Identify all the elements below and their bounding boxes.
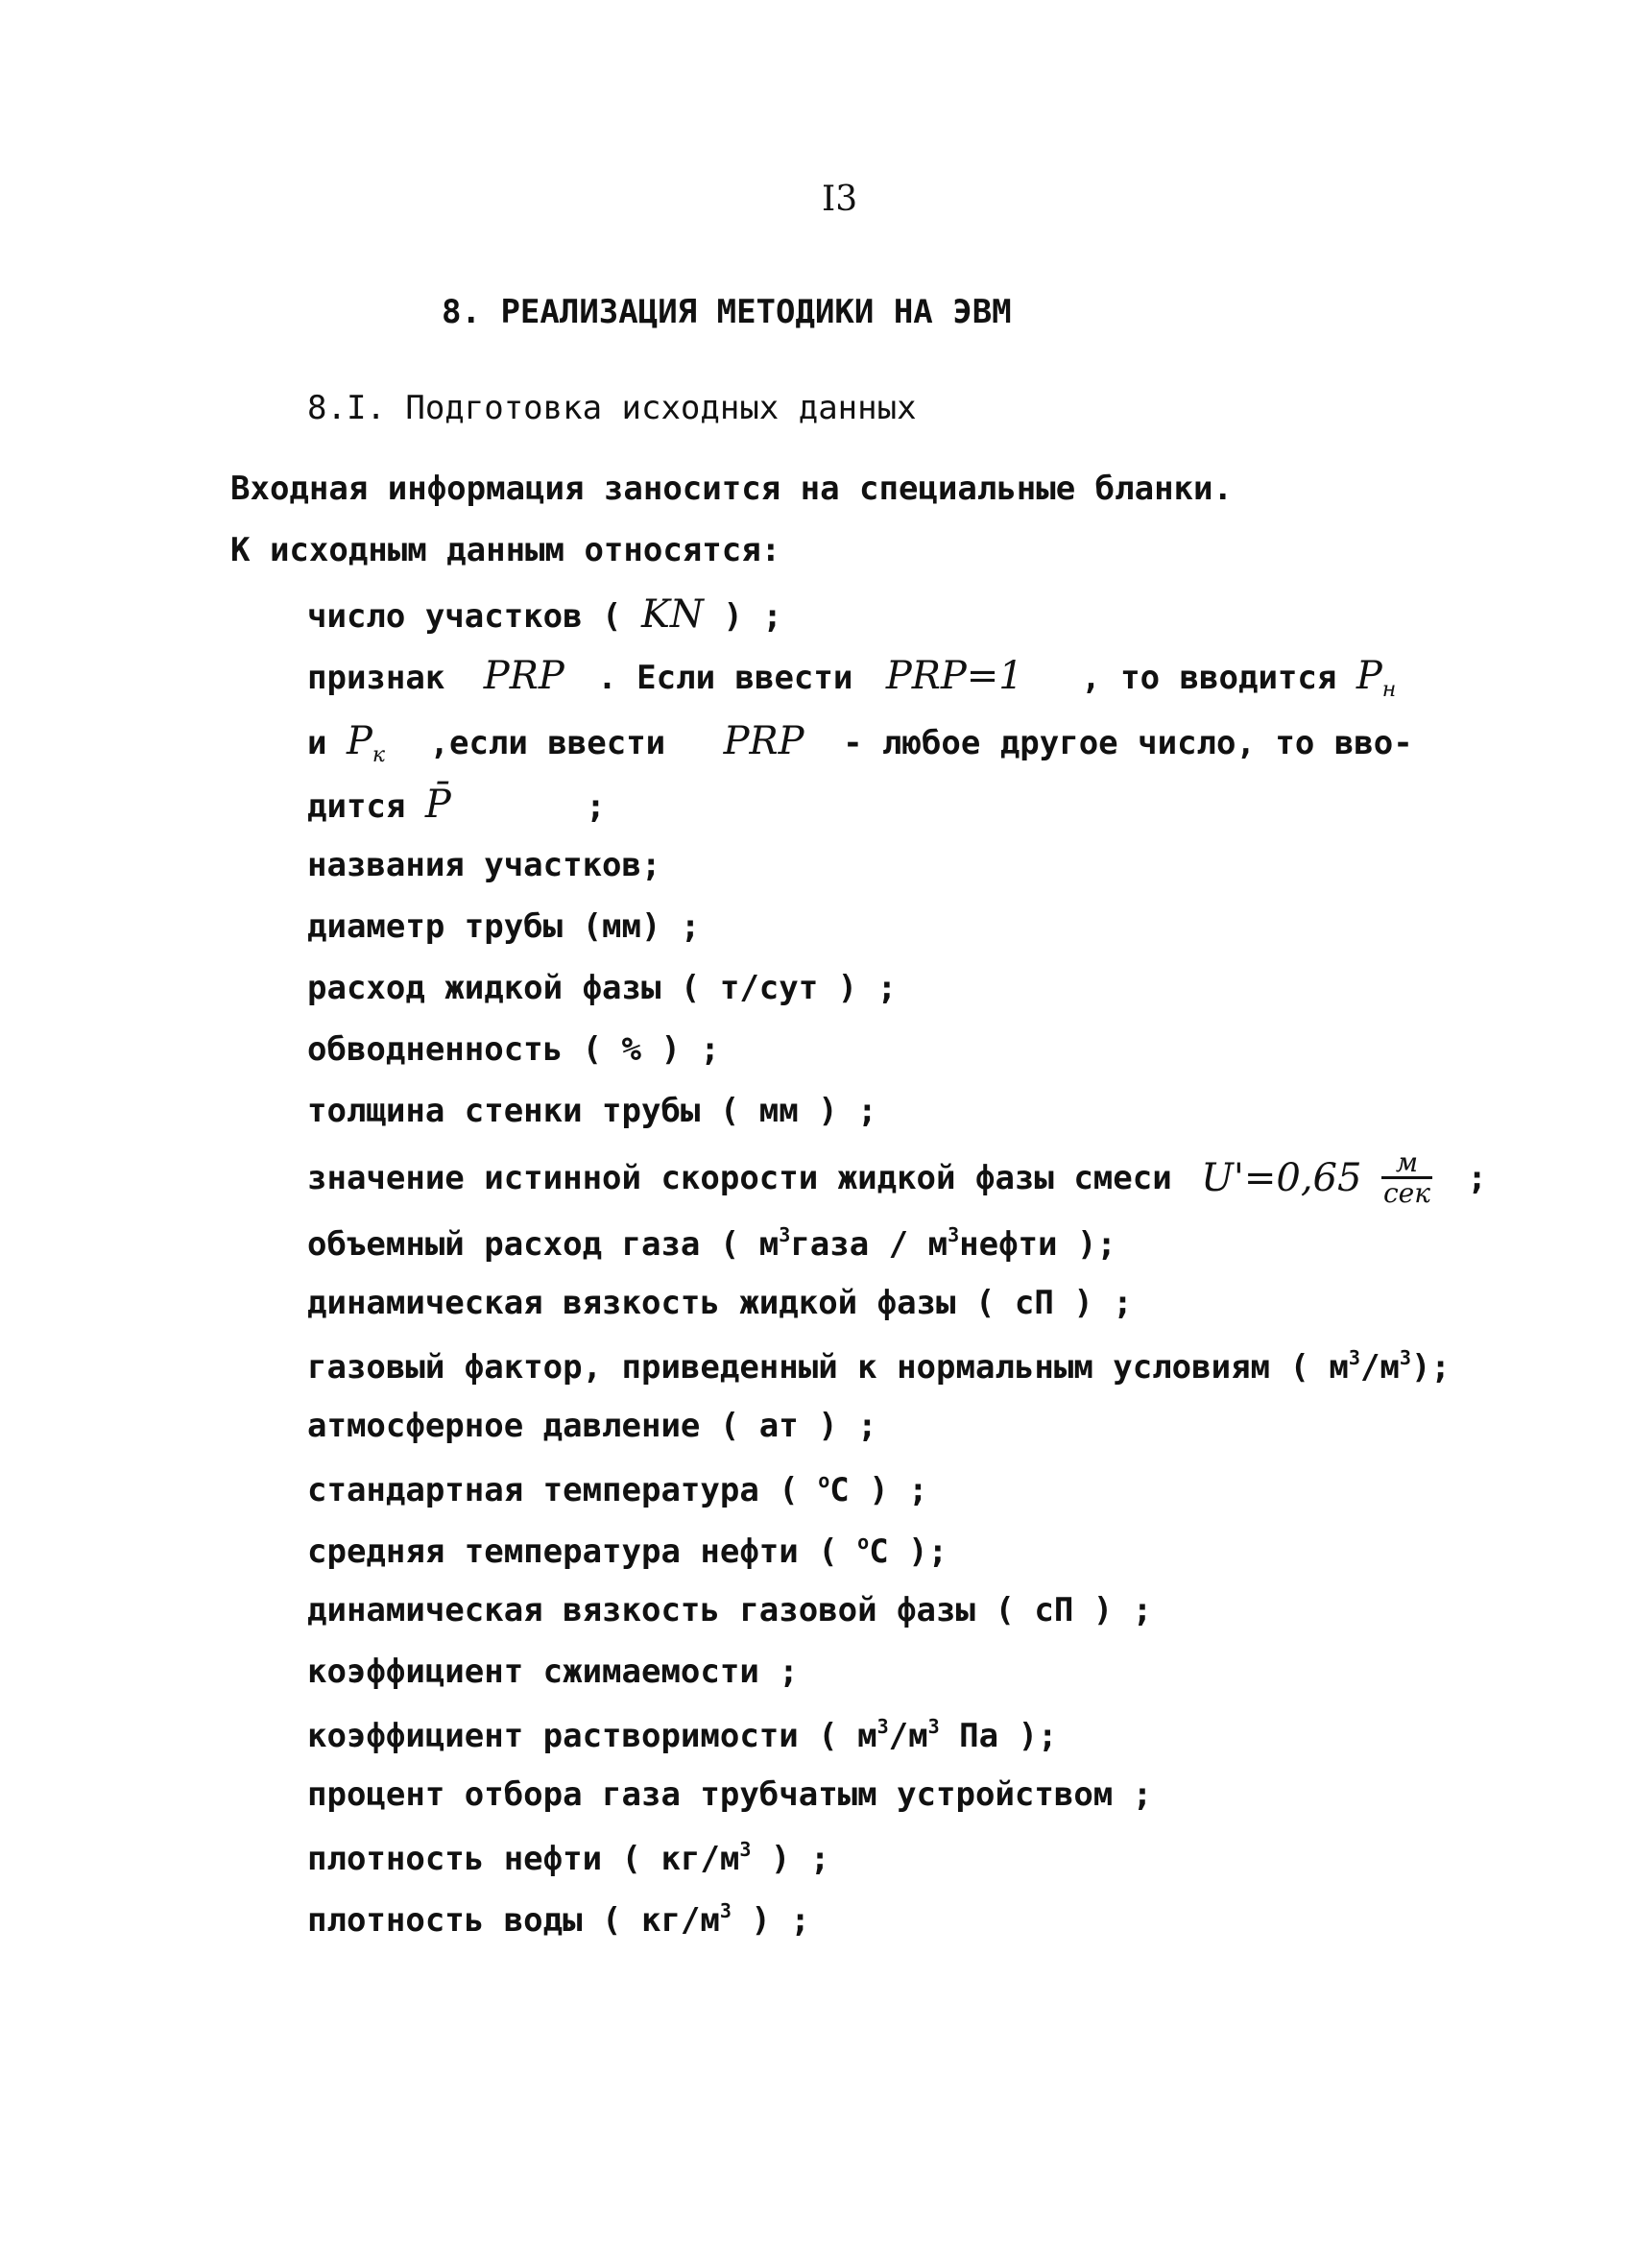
var-prp-2: PRP (723, 719, 804, 763)
item-pipe-diameter: диаметр трубы (мм) ; (307, 907, 701, 946)
item-gas-factor: газовый фактор, приведенный к нормальным условиям ( $м^3/м^3$); (307, 1346, 1451, 1387)
page-number: I3 (822, 180, 858, 219)
list-intro: К исходным данным относятся: (230, 531, 781, 569)
item-liquid-flow: расход жидкой фазы ( т/сут ) ; (307, 969, 898, 1007)
section-number: 8. (442, 293, 481, 331)
item-compressibility: коэффициент сжимаемости ; (307, 1653, 799, 1691)
subsection-heading: 8.I. Подготовка исходных данных (307, 389, 917, 427)
item-oil-density: плотность нефти ( $кг/м^3$ ) ; (307, 1838, 830, 1878)
item-gas-viscosity: динамическая вязкость газовой фазы ( сП ) ; (307, 1591, 1153, 1629)
item-section-count: число участков ( KN ) ; (307, 592, 782, 637)
item-gas-volume-flow: объемный расход газа ( $м^3газа$ / $м^3нефти$ ); (307, 1223, 1116, 1264)
item-standard-temp: стандартная температура ( $^о$С ) ; (307, 1469, 928, 1509)
var-prp: PRP (483, 654, 564, 698)
var-p-bar: P̄ (424, 783, 451, 827)
var-p-n: $P_н$ (1356, 654, 1397, 702)
item-oil-temp: средняя температура нефти ( $^о$С ); (307, 1531, 948, 1571)
item-prp-other: и $P_к$ ,если ввести PRP - любое другое число, то вво- (307, 719, 1413, 767)
unit-fraction: $\frac{м}{\text{сек}}$ (1382, 1146, 1430, 1210)
item-gas-extraction: процент отбора газа трубчатым устройством ; (307, 1775, 1153, 1814)
item-wall-thickness: толщина стенки трубы ( мм ) ; (307, 1092, 877, 1130)
item-solubility: коэффициент растворимости ( $м^3/м^3$ Па ); (307, 1715, 1058, 1755)
item-p-mean: дится P̄ ; (307, 783, 606, 827)
item-water-density: плотность воды ( $кг/м^3$ ) ; (307, 1899, 810, 1940)
item-section-names: названия участков; (307, 846, 661, 884)
section-heading (442, 293, 1012, 331)
item-liquid-viscosity: динамическая вязкость жидкой фазы ( сП ) ; (307, 1284, 1133, 1322)
var-prp-equals-1: PRP=1 (885, 654, 1023, 698)
intro-line: Входная информация заносится на специальные бланки. (230, 470, 1233, 508)
var-p-k: $P_к$ (346, 719, 386, 767)
var-u-prime: U'=0,65 (1201, 1155, 1362, 1200)
item-water-cut: обводненность ( % ) ; (307, 1030, 720, 1069)
var-kn: KN (641, 592, 704, 637)
section-title: РЕАЛИЗАЦИЯ МЕТОДИКИ НА ЭВМ (500, 293, 1012, 331)
item-prp-flag: признак PRP . Если ввести PRP=1 , то вводится $P_н$ (307, 654, 1397, 702)
item-atm-pressure: атмосферное давление ( ат ) ; (307, 1407, 877, 1445)
item-true-velocity: значение истинной скорости жидкой фазы смеси U'=0,65 $\frac{м}{\text{сек}}$ ; (307, 1146, 1487, 1210)
